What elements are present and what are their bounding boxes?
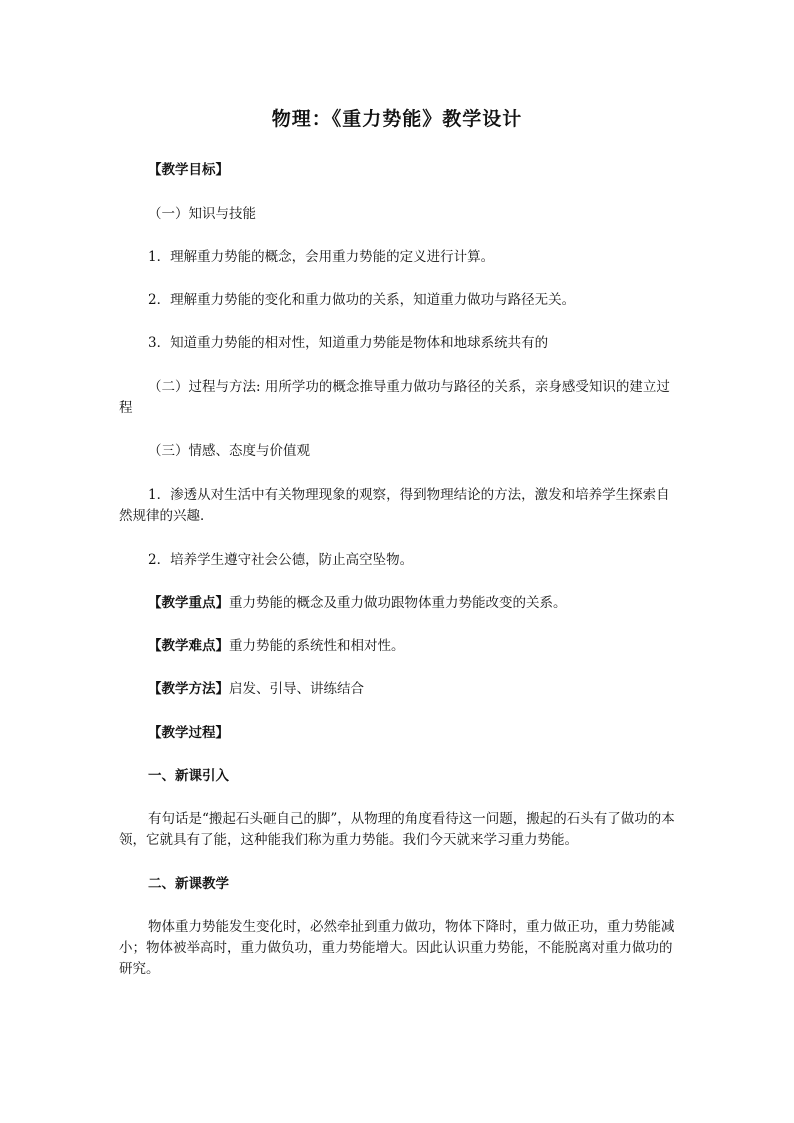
teaching-method	[119, 679, 679, 700]
knowledge-item-2: 2．理解重力势能的变化和重力做功的关系，知道重力做功与路径无关。	[148, 292, 576, 308]
difficulty-text: 重力势能的系统性和相对性。	[229, 638, 405, 654]
page-title: 物理：《重力势能》教学设计	[271, 108, 523, 130]
process-method-text: （二）过程与方法: 用所学功的概念推导重力做功与路径的关系，亲身感受知识的建立过程	[119, 379, 670, 416]
knowledge-item-3: 3．知道重力势能的相对性，知道重力势能是物体和地球系统共有的	[148, 335, 549, 351]
teach-text: 物体重力势能发生变化时，必然牵扯到重力做功，物体下降时，重力做正功，重力势能减小；物体被举高时，重力做负功，重力势能增大。因此认识重力势能，不能脱离对重力做功的研究。	[119, 919, 675, 977]
teach-heading: 二、新课教学	[148, 876, 229, 892]
knowledge-item-1: 1．理解重力势能的概念，会用重力势能的定义进行计算。	[148, 249, 495, 265]
goal-heading: 【教学目标】	[148, 162, 229, 178]
emotion-heading: （三）情感、态度与价值观	[148, 443, 310, 459]
key-point	[119, 593, 679, 614]
process-heading: 【教学过程】	[148, 725, 229, 741]
method-text: 启发、引导、讲练结合	[229, 681, 364, 697]
difficulty-point	[119, 636, 679, 657]
key-point-label: 【教学重点】	[148, 595, 229, 611]
emotion-item-1: 1．渗透从对生活中有关物理现象的观察，得到物理结论的方法，激发和培养学生探索自然规律的兴趣．	[119, 487, 670, 524]
difficulty-label: 【教学难点】	[148, 638, 229, 654]
emotion-item-2: 2．培养学生遵守社会公德，防止高空坠物。	[148, 552, 414, 568]
intro-heading: 一、新课引入	[148, 768, 229, 784]
intro-text: 有句话是“搬起石头砸自己的脚”，从物理的角度看待这一问题，搬起的石头有了做功的本领，它就具有了能，这种能我们称为重力势能。我们今天就来学习重力势能。	[119, 811, 675, 848]
key-point-text: 重力势能的概念及重力做功跟物体重力势能改变的关系。	[229, 595, 567, 611]
knowledge-heading: （一）知识与技能	[148, 206, 256, 222]
method-label: 【教学方法】	[148, 681, 229, 697]
